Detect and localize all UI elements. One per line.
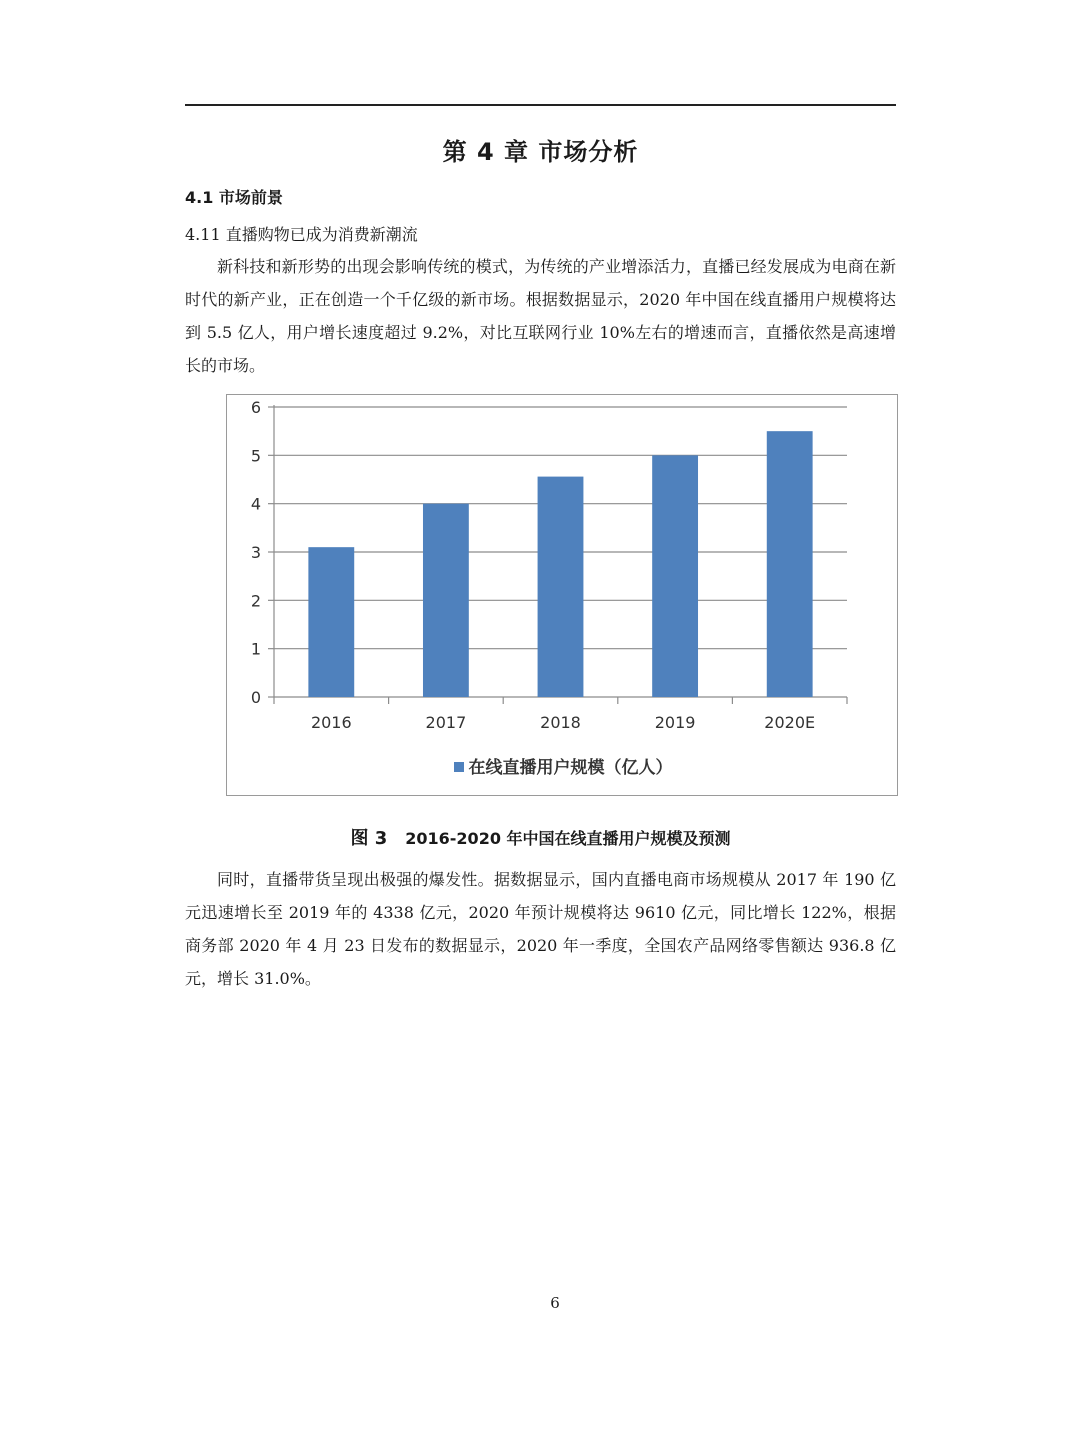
figure-caption xyxy=(185,824,896,850)
y-tick-label: 0 xyxy=(250,688,262,707)
legend-label: 在线直播用户规模（亿人） xyxy=(468,758,673,778)
bar-chart xyxy=(226,394,898,796)
y-tick-label: 5 xyxy=(250,446,262,466)
chapter-title: 第 4 章 市场分析 xyxy=(442,138,639,166)
bar xyxy=(423,504,469,697)
paragraph-market-intro: 新科技和新形势的出现会影响传统的模式，为传统的产业增添活力，直播已经发展成为电商在新时代的新产业，正在创造一个千亿级的新市场。根据数据显示，2020 年中国在线直播用户规模将达到 5.5 亿人，用户增长速度超过 9.2%，对比互联网行业 10%左右的增速而言，直播依然是高速增长的市场。 xyxy=(185,257,896,375)
section-heading: 4.1 市场前景 xyxy=(185,188,283,207)
y-tick-label: 1 xyxy=(250,639,262,659)
chart-legend xyxy=(227,753,899,778)
y-tick-label: 2 xyxy=(250,591,262,611)
paragraph-live-commerce: 同时，直播带货呈现出极强的爆发性。据数据显示，国内直播电商市场规模从 2017 年 190 亿元迅速增长至 2019 年的 4338 亿元，2020 年预计规模将达 9610 亿元，同比增长 122%，根据商务部 2020 年 4 月 23 日发布的数据显示，2020 年一季度，全国农产品网络零售额达 936.8 亿元，增长 31.0%。 xyxy=(185,870,896,988)
x-tick-label: 2016 xyxy=(310,713,352,732)
y-tick-label: 6 xyxy=(250,398,262,417)
legend-swatch xyxy=(454,762,464,772)
x-tick-label: 2020E xyxy=(764,713,816,732)
x-tick-label: 2017 xyxy=(425,713,467,732)
x-tick-label: 2018 xyxy=(540,713,581,732)
y-tick-label: 3 xyxy=(250,543,262,562)
figure-label: 图 3 xyxy=(350,828,388,849)
bar xyxy=(308,547,354,697)
y-tick-label: 4 xyxy=(250,494,262,514)
chart-canvas xyxy=(227,395,899,797)
page-number: 6 xyxy=(550,1294,560,1312)
bar xyxy=(652,455,698,697)
bar xyxy=(767,431,813,697)
subsection-heading: 4.11 直播购物已成为消费新潮流 xyxy=(185,225,418,244)
bar xyxy=(538,477,584,697)
x-tick-label: 2019 xyxy=(654,713,696,732)
header-rule xyxy=(185,104,896,106)
figure-caption-text: 2016-2020 年中国在线直播用户规模及预测 xyxy=(405,829,731,848)
